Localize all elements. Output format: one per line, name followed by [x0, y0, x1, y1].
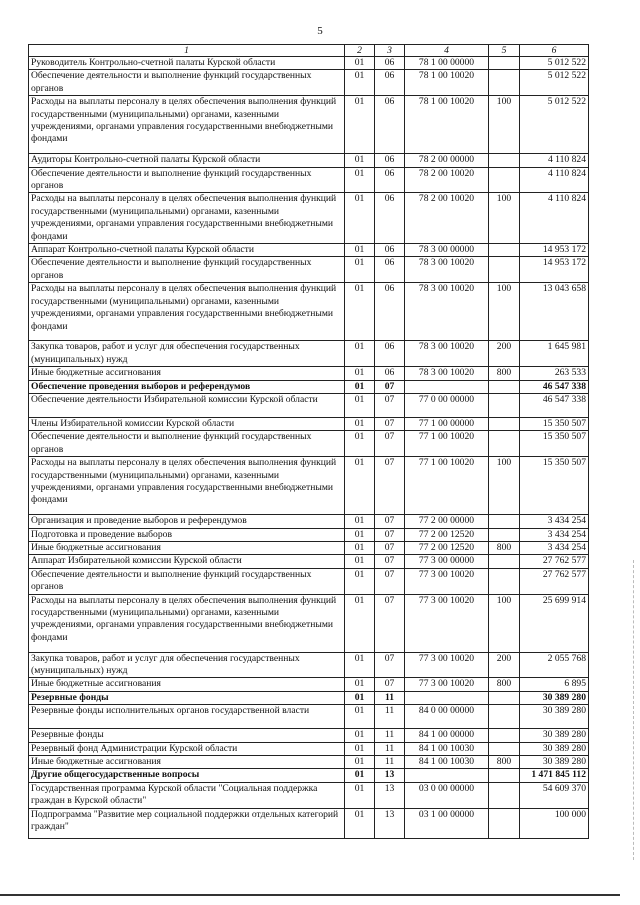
row-subsection-code: 07: [375, 515, 405, 528]
row-target-article: 77 2 00 12520: [405, 528, 489, 541]
row-expense-type: 100: [489, 594, 520, 652]
row-expense-type: [489, 568, 520, 594]
row-section-code: 01: [345, 528, 375, 541]
table-row: [29, 57, 589, 70]
row-name: Закупка товаров, работ и услуг для обеспечения государственных (муниципальных) нужд: [29, 652, 345, 678]
table-row: [29, 515, 589, 528]
row-section-code: 01: [345, 782, 375, 808]
row-amount: 46 547 338: [520, 393, 589, 417]
row-amount: 27 762 577: [520, 555, 589, 568]
row-name: Иные бюджетные ассигнования: [29, 756, 345, 769]
row-section-code: 01: [345, 756, 375, 769]
row-expense-type: [489, 691, 520, 704]
row-subsection-code: 11: [375, 756, 405, 769]
row-target-article: 78 3 00 10020: [405, 257, 489, 283]
table-row: [29, 678, 589, 691]
row-expense-type: 800: [489, 756, 520, 769]
table-row: [29, 568, 589, 594]
table-row: [29, 729, 589, 742]
row-subsection-code: 07: [375, 555, 405, 568]
row-section-code: 01: [345, 568, 375, 594]
row-subsection-code: 06: [375, 244, 405, 257]
row-name: Резервные фонды исполнительных органов государственной власти: [29, 705, 345, 729]
row-amount: 46 547 338: [520, 380, 589, 393]
row-subsection-code: 07: [375, 594, 405, 652]
row-section-code: 01: [345, 193, 375, 244]
row-name: Расходы на выплаты персоналу в целях обеспечения выполнения функций государственными (муниципальными) органами, казенными учреждениями, органами управления государственными внебюджетными фондами: [29, 457, 345, 515]
row-section-code: 01: [345, 154, 375, 167]
table-row: [29, 96, 589, 154]
row-name: Обеспечение деятельности и выполнение функций государственных органов: [29, 257, 345, 283]
row-expense-type: [489, 431, 520, 457]
table-row: [29, 341, 589, 367]
row-name: Аппарат Избирательной комиссии Курской области: [29, 555, 345, 568]
row-amount: 27 762 577: [520, 568, 589, 594]
row-target-article: 77 2 00 12520: [405, 541, 489, 554]
table-row: [29, 193, 589, 244]
column-header: 4: [405, 45, 489, 57]
row-target-article: 77 0 00 00000: [405, 393, 489, 417]
row-expense-type: [489, 244, 520, 257]
row-subsection-code: 11: [375, 729, 405, 742]
row-amount: 2 055 768: [520, 652, 589, 678]
row-name: Расходы на выплаты персоналу в целях обеспечения выполнения функций государственными (муниципальными) органами, казенными учреждениями, органами управления государственными внебюджетными фондами: [29, 594, 345, 652]
row-target-article: 77 3 00 00000: [405, 555, 489, 568]
row-expense-type: 100: [489, 283, 520, 341]
column-header: 2: [345, 45, 375, 57]
row-section-code: 01: [345, 769, 375, 782]
row-expense-type: [489, 808, 520, 838]
table-row: [29, 70, 589, 96]
row-name: Закупка товаров, работ и услуг для обеспечения государственных (муниципальных) нужд: [29, 341, 345, 367]
row-target-article: 78 1 00 00000: [405, 57, 489, 70]
row-amount: 6 895: [520, 678, 589, 691]
table-row: [29, 167, 589, 193]
table-row: [29, 244, 589, 257]
row-expense-type: [489, 705, 520, 729]
row-amount: 30 389 280: [520, 756, 589, 769]
table-row: [29, 769, 589, 782]
bottom-rule: [0, 894, 620, 896]
row-subsection-code: 11: [375, 691, 405, 704]
row-amount: 15 350 507: [520, 457, 589, 515]
table-row: [29, 528, 589, 541]
row-expense-type: 200: [489, 652, 520, 678]
row-subsection-code: 06: [375, 257, 405, 283]
row-section-code: 01: [345, 417, 375, 430]
table-row: [29, 154, 589, 167]
table-row: [29, 380, 589, 393]
row-section-code: 01: [345, 594, 375, 652]
row-target-article: 77 2 00 00000: [405, 515, 489, 528]
row-expense-type: 100: [489, 96, 520, 154]
row-expense-type: [489, 729, 520, 742]
table-row: [29, 555, 589, 568]
row-subsection-code: 07: [375, 393, 405, 417]
row-expense-type: [489, 393, 520, 417]
row-expense-type: [489, 57, 520, 70]
row-amount: 30 389 280: [520, 691, 589, 704]
row-target-article: 78 2 00 10020: [405, 167, 489, 193]
row-target-article: 77 3 00 10020: [405, 594, 489, 652]
row-name: Государственная программа Курской области "Социальная поддержка граждан в Курской области": [29, 782, 345, 808]
row-amount: 5 012 522: [520, 96, 589, 154]
row-name: Аудиторы Контрольно-счетной палаты Курской области: [29, 154, 345, 167]
row-amount: 14 953 172: [520, 257, 589, 283]
row-section-code: 01: [345, 457, 375, 515]
row-expense-type: 200: [489, 341, 520, 367]
table-row: [29, 756, 589, 769]
row-amount: 3 434 254: [520, 528, 589, 541]
row-section-code: 01: [345, 341, 375, 367]
table-row: [29, 808, 589, 838]
row-target-article: 77 1 00 10020: [405, 431, 489, 457]
row-subsection-code: 06: [375, 167, 405, 193]
row-amount: 1 471 845 112: [520, 769, 589, 782]
row-subsection-code: 13: [375, 808, 405, 838]
table-row: [29, 257, 589, 283]
row-subsection-code: 07: [375, 417, 405, 430]
row-section-code: 01: [345, 742, 375, 755]
row-amount: 13 043 658: [520, 283, 589, 341]
row-target-article: [405, 769, 489, 782]
row-name: Подготовка и проведение выборов: [29, 528, 345, 541]
row-expense-type: [489, 257, 520, 283]
row-target-article: 78 1 00 10020: [405, 70, 489, 96]
table-row: [29, 367, 589, 380]
row-name: Аппарат Контрольно-счетной палаты Курской области: [29, 244, 345, 257]
row-amount: 5 012 522: [520, 57, 589, 70]
row-expense-type: [489, 528, 520, 541]
row-subsection-code: 06: [375, 96, 405, 154]
row-subsection-code: 13: [375, 782, 405, 808]
row-expense-type: [489, 380, 520, 393]
row-section-code: 01: [345, 808, 375, 838]
table-row: [29, 393, 589, 417]
row-amount: 30 389 280: [520, 729, 589, 742]
row-amount: 4 110 824: [520, 193, 589, 244]
row-name: Резервный фонд Администрации Курской области: [29, 742, 345, 755]
column-header: 5: [489, 45, 520, 57]
row-name: Обеспечение деятельности и выполнение функций государственных органов: [29, 167, 345, 193]
table-header-row: [29, 45, 589, 57]
row-amount: 263 533: [520, 367, 589, 380]
row-section-code: 01: [345, 729, 375, 742]
row-subsection-code: 13: [375, 769, 405, 782]
row-section-code: 01: [345, 367, 375, 380]
row-section-code: 01: [345, 380, 375, 393]
column-header: 6: [520, 45, 589, 57]
row-amount: 54 609 370: [520, 782, 589, 808]
table-row: [29, 691, 589, 704]
row-expense-type: 800: [489, 367, 520, 380]
row-name: Обеспечение деятельности и выполнение функций государственных органов: [29, 568, 345, 594]
row-section-code: 01: [345, 96, 375, 154]
row-target-article: 77 3 00 10020: [405, 652, 489, 678]
row-target-article: 84 1 00 10030: [405, 756, 489, 769]
scan-edge-marks: [633, 560, 636, 860]
row-amount: 4 110 824: [520, 167, 589, 193]
row-amount: 3 434 254: [520, 541, 589, 554]
row-name: Обеспечение деятельности Избирательной комиссии Курской области: [29, 393, 345, 417]
row-target-article: 77 1 00 00000: [405, 417, 489, 430]
row-section-code: 01: [345, 515, 375, 528]
row-section-code: 01: [345, 283, 375, 341]
row-name: Иные бюджетные ассигнования: [29, 678, 345, 691]
row-expense-type: 100: [489, 193, 520, 244]
row-section-code: 01: [345, 70, 375, 96]
row-amount: 5 012 522: [520, 70, 589, 96]
table-row: [29, 283, 589, 341]
row-target-article: 77 1 00 10020: [405, 457, 489, 515]
row-section-code: 01: [345, 257, 375, 283]
row-expense-type: 800: [489, 541, 520, 554]
row-target-article: 78 3 00 10020: [405, 283, 489, 341]
row-target-article: 78 2 00 00000: [405, 154, 489, 167]
table-body: [29, 57, 589, 839]
row-target-article: 84 1 00 10030: [405, 742, 489, 755]
row-name: Члены Избирательной комиссии Курской области: [29, 417, 345, 430]
row-expense-type: [489, 167, 520, 193]
row-target-article: 03 1 00 00000: [405, 808, 489, 838]
row-expense-type: 100: [489, 457, 520, 515]
row-name: Другие общегосударственные вопросы: [29, 769, 345, 782]
page-number: 5: [317, 25, 323, 37]
row-expense-type: 800: [489, 678, 520, 691]
row-expense-type: [489, 555, 520, 568]
table-row: [29, 417, 589, 430]
row-target-article: 78 2 00 10020: [405, 193, 489, 244]
row-subsection-code: 07: [375, 528, 405, 541]
row-name: Иные бюджетные ассигнования: [29, 367, 345, 380]
row-target-article: 77 3 00 10020: [405, 678, 489, 691]
row-section-code: 01: [345, 244, 375, 257]
row-subsection-code: 06: [375, 367, 405, 380]
row-expense-type: [489, 782, 520, 808]
row-expense-type: [489, 742, 520, 755]
row-section-code: 01: [345, 57, 375, 70]
table-row: [29, 705, 589, 729]
column-header: 1: [29, 45, 345, 57]
row-subsection-code: 06: [375, 154, 405, 167]
row-target-article: 78 3 00 10020: [405, 367, 489, 380]
row-subsection-code: 07: [375, 678, 405, 691]
row-section-code: 01: [345, 678, 375, 691]
table-row: [29, 782, 589, 808]
table-row: [29, 594, 589, 652]
row-subsection-code: 07: [375, 431, 405, 457]
row-amount: 30 389 280: [520, 742, 589, 755]
table-row: [29, 541, 589, 554]
row-amount: 100 000: [520, 808, 589, 838]
row-target-article: [405, 691, 489, 704]
row-expense-type: [489, 417, 520, 430]
row-subsection-code: 06: [375, 57, 405, 70]
row-amount: 15 350 507: [520, 431, 589, 457]
row-name: Расходы на выплаты персоналу в целях обеспечения выполнения функций государственными (муниципальными) органами, казенными учреждениями, органами управления государственными внебюджетными фондами: [29, 193, 345, 244]
row-subsection-code: 07: [375, 541, 405, 554]
row-section-code: 01: [345, 555, 375, 568]
row-expense-type: [489, 70, 520, 96]
row-amount: 3 434 254: [520, 515, 589, 528]
row-name: Руководитель Контрольно-счетной палаты Курской области: [29, 57, 345, 70]
row-subsection-code: 06: [375, 193, 405, 244]
row-expense-type: [489, 515, 520, 528]
row-section-code: 01: [345, 393, 375, 417]
row-target-article: 78 3 00 00000: [405, 244, 489, 257]
row-name: Расходы на выплаты персоналу в целях обеспечения выполнения функций государственными (муниципальными) органами, казенными учреждениями, органами управления государственными внебюджетными фондами: [29, 96, 345, 154]
table-row: [29, 457, 589, 515]
row-section-code: 01: [345, 167, 375, 193]
row-subsection-code: 07: [375, 380, 405, 393]
row-name: Обеспечение деятельности и выполнение функций государственных органов: [29, 431, 345, 457]
table-row: [29, 431, 589, 457]
row-amount: 14 953 172: [520, 244, 589, 257]
row-expense-type: [489, 769, 520, 782]
row-target-article: 78 1 00 10020: [405, 96, 489, 154]
row-name: Организация и проведение выборов и референдумов: [29, 515, 345, 528]
row-subsection-code: 06: [375, 283, 405, 341]
row-amount: 4 110 824: [520, 154, 589, 167]
row-target-article: 77 3 00 10020: [405, 568, 489, 594]
row-amount: 1 645 981: [520, 341, 589, 367]
row-target-article: 84 0 00 00000: [405, 705, 489, 729]
row-section-code: 01: [345, 705, 375, 729]
row-section-code: 01: [345, 541, 375, 554]
row-amount: 15 350 507: [520, 417, 589, 430]
row-name: Резервные фонды: [29, 729, 345, 742]
row-expense-type: [489, 154, 520, 167]
table-row: [29, 652, 589, 678]
row-subsection-code: 11: [375, 742, 405, 755]
column-header: 3: [375, 45, 405, 57]
row-section-code: 01: [345, 652, 375, 678]
row-section-code: 01: [345, 691, 375, 704]
budget-table: [28, 44, 589, 839]
row-section-code: 01: [345, 431, 375, 457]
row-target-article: 78 3 00 10020: [405, 341, 489, 367]
row-target-article: 84 1 00 00000: [405, 729, 489, 742]
row-subsection-code: 06: [375, 341, 405, 367]
row-name: Обеспечение проведения выборов и референдумов: [29, 380, 345, 393]
row-subsection-code: 07: [375, 568, 405, 594]
row-amount: 30 389 280: [520, 705, 589, 729]
row-name: Иные бюджетные ассигнования: [29, 541, 345, 554]
row-name: Расходы на выплаты персоналу в целях обеспечения выполнения функций государственными (муниципальными) органами, казенными учреждениями, органами управления государственными внебюджетными фондами: [29, 283, 345, 341]
row-subsection-code: 07: [375, 652, 405, 678]
row-name: Обеспечение деятельности и выполнение функций государственных органов: [29, 70, 345, 96]
row-target-article: 03 0 00 00000: [405, 782, 489, 808]
row-subsection-code: 07: [375, 457, 405, 515]
row-amount: 25 699 914: [520, 594, 589, 652]
row-subsection-code: 11: [375, 705, 405, 729]
row-name: Подпрограмма "Развитие мер социальной поддержки отдельных категорий граждан": [29, 808, 345, 838]
row-name: Резервные фонды: [29, 691, 345, 704]
row-target-article: [405, 380, 489, 393]
row-subsection-code: 06: [375, 70, 405, 96]
table-row: [29, 742, 589, 755]
